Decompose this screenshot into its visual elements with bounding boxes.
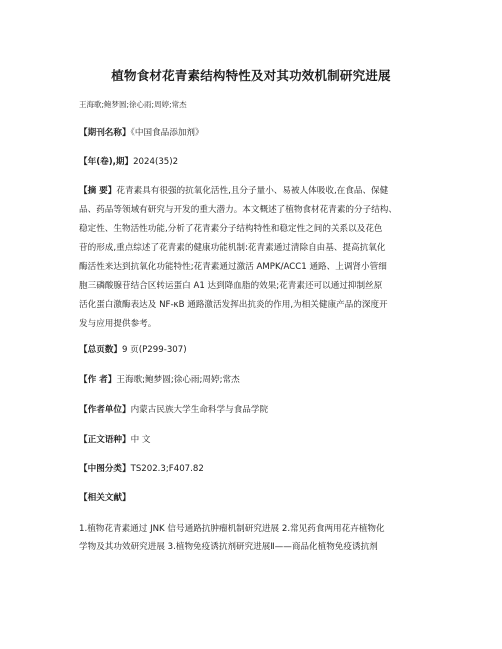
affiliation-field bbox=[79, 403, 268, 415]
classification-label: 【中图分类】 bbox=[79, 464, 131, 474]
pages-label: 【总页数】 bbox=[79, 345, 122, 355]
related-line: 1.植物花青素通过 JNK 信号通路抗肿瘤机制研究进展 2.常见药食两用花卉植物化 bbox=[79, 524, 385, 534]
pages-field bbox=[79, 343, 187, 355]
affiliation-label: 【作者单位】 bbox=[79, 405, 131, 415]
language-label: 【正文语种】 bbox=[79, 435, 131, 445]
classification-field bbox=[79, 462, 204, 474]
affiliation-value: 内蒙古民族大学生命科学与食品学院 bbox=[130, 405, 269, 415]
paper-title: 植物食材花青素结构特性及对其功效机制研究进展 bbox=[111, 68, 391, 83]
abstract-line: 活化蛋白激酶表达及 NF-κB 通路激活发挥出抗炎的作用,为相关健康产品的深度开 bbox=[79, 300, 388, 310]
related-heading bbox=[79, 491, 131, 503]
journal-label: 【期刊名称】 bbox=[79, 128, 131, 138]
year-issue-value: 2024(35)2 bbox=[133, 157, 179, 167]
journal-field bbox=[79, 126, 204, 138]
author-value: 王海歌;鲍梦圆;徐心雨;周婷;常杰 bbox=[116, 375, 240, 385]
author-label: 【作 者】 bbox=[79, 375, 117, 385]
related-line: 学物及其功效研究进展 3.植物免疫诱抗剂研究进展Ⅱ——商品化植物免疫诱抗剂 bbox=[79, 542, 378, 552]
abstract-line: 品、药品等领域有研究与开发的重大潜力。本文概述了植物食材花青素的分子结构、 bbox=[79, 205, 397, 215]
abstract-label: 【摘 要】 bbox=[79, 186, 117, 196]
author-line: 王海歌;鲍梦圆;徐心雨;周婷;常杰 bbox=[79, 100, 187, 109]
abstract-line: 胞三磷酸腺苷结合区转运蛋白 A1 达到降血脂的效果;花青素还可以通过抑制丝原 bbox=[79, 281, 383, 291]
pages-value: 9 页(P299-307) bbox=[121, 345, 187, 355]
abstract-line bbox=[79, 184, 388, 196]
abstract-line: 稳定性、生物活性功能,分析了花青素分子结构特性和稳定性之间的关系以及花色 bbox=[79, 224, 383, 234]
journal-value: 《中国食品添加剂》 bbox=[130, 128, 204, 138]
year-issue-label: 【年(卷),期】 bbox=[79, 157, 134, 167]
language-value: 中 文 bbox=[130, 435, 151, 445]
abstract-line: 苷的形成,重点综述了花青素的健康功能机制:花青素通过清除自由基、提高抗氧化 bbox=[79, 243, 386, 253]
author-field bbox=[79, 373, 240, 385]
language-field bbox=[79, 433, 151, 445]
classification-value: TS202.3;F407.82 bbox=[130, 464, 204, 474]
year-issue-field bbox=[79, 155, 178, 167]
related-label: 【相关文献】 bbox=[79, 493, 131, 503]
abstract-line: 酶活性来达到抗氧化功能特性;花青素通过激活 AMPK/ACC1 通路、上调肾小管细 bbox=[79, 262, 387, 272]
abstract-text: 花青素具有很强的抗氧化活性,且分子量小、易被人体吸收,在食品、保健 bbox=[116, 186, 389, 196]
abstract-line: 发与应用提供参考。 bbox=[79, 319, 157, 329]
